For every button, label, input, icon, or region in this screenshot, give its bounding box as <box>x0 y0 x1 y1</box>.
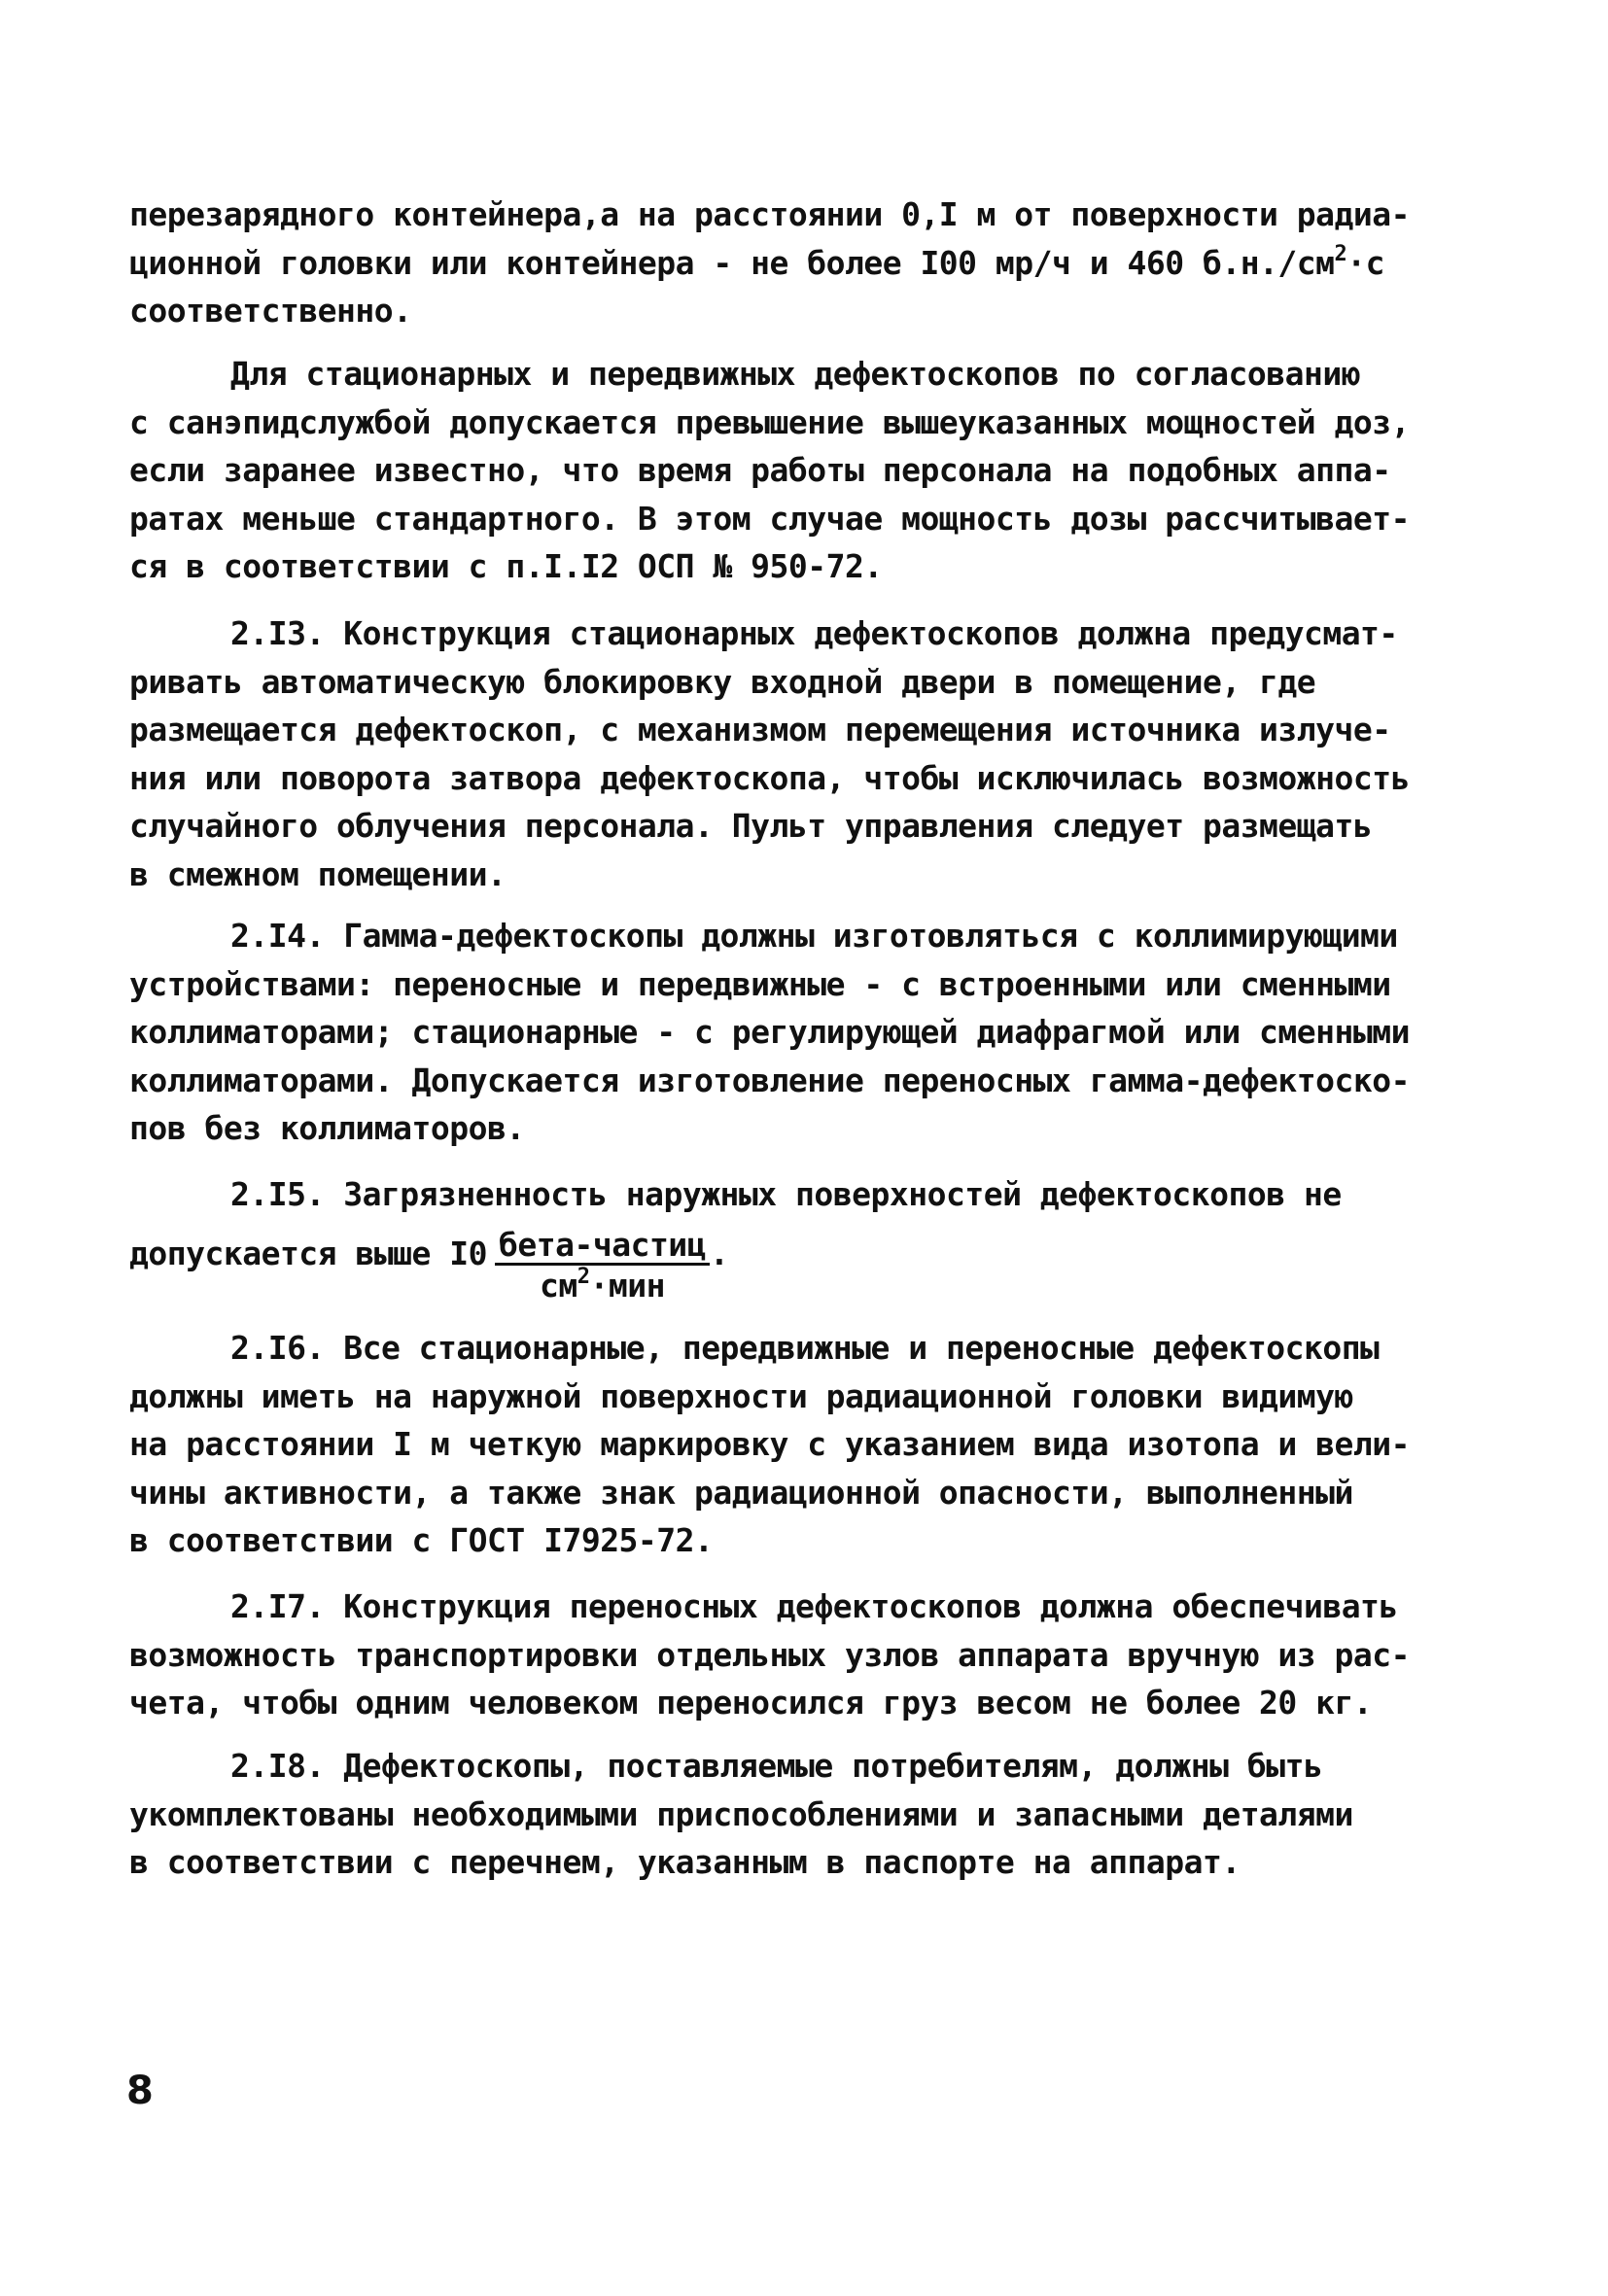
text-line: пов без коллиматоров. <box>129 1109 525 1147</box>
text-line: 2.I6. Все стационарные, передвижные и переносные дефектоскопы <box>230 1329 1380 1367</box>
paragraph-2-17 <box>129 1583 1490 1727</box>
text-line: случайного облучения персонала. Пульт управления следует размещать <box>129 807 1373 845</box>
text-fragment: . <box>710 1234 729 1272</box>
text-line: размещается дефектоскоп, с механизмом перемещения источника излуче- <box>129 711 1391 748</box>
superscript: 2 <box>577 1264 590 1289</box>
text-line: чины активности, а также знак радиационной опасности, выполненный <box>129 1473 1353 1512</box>
text-line: 2.I4. Гамма-дефектоскопы должны изготовляться с коллимирующими <box>230 917 1398 955</box>
superscript: 2 <box>1334 241 1347 266</box>
text-line: ратах меньше стандартного. В этом случае мощность дозы рассчитывает- <box>129 499 1411 538</box>
text-line: если заранее известно, что время работы персонала на подобных аппа- <box>129 451 1391 489</box>
text-line: коллиматорами; стационарные - с регулирующей диафрагмой или сменными <box>129 1013 1411 1051</box>
text-line: перезарядного контейнера,а на расстоянии 0,I м от поверхности радиа- <box>129 195 1411 233</box>
text-line: в смежном помещении. <box>129 854 507 893</box>
text-fragment: ·мин <box>589 1266 666 1305</box>
text-line: укомплектованы необходимыми приспособлениями и запасными деталями <box>129 1794 1353 1833</box>
text-fragment: см <box>540 1266 577 1305</box>
text-line <box>129 239 1490 288</box>
text-line <box>129 1219 1490 1305</box>
text-line: 2.I3. Конструкция стационарных дефектоскопов должна предусмат- <box>230 614 1398 652</box>
text-line: соответственно. <box>129 292 412 330</box>
fraction-numerator: бета-частиц <box>495 1229 710 1266</box>
text-line: на расстоянии I м четкую маркировку с указанием вида изотопа и вели- <box>129 1425 1411 1463</box>
fraction-denominator <box>495 1264 710 1305</box>
text-line: 2.I7. Конструкция переносных дефектоскопов должна обеспечивать <box>230 1587 1398 1625</box>
text-fragment: допускается выше I0 <box>129 1234 487 1272</box>
text-line: с санэпидслужбой допускается превышение вышеуказанных мощностей доз, <box>129 402 1411 441</box>
text-line: 2.I5. Загрязненность наружных поверхностей дефектоскопов не <box>230 1175 1342 1213</box>
text-line: 2.I8. Дефектоскопы, поставляемые потребителям, должны быть <box>230 1747 1323 1785</box>
unit-fraction <box>495 1225 710 1305</box>
paragraph-2-16 <box>129 1324 1490 1565</box>
paragraph-2-18 <box>129 1742 1490 1887</box>
text-line: должны иметь на наружной поверхности радиационной головки видимую <box>129 1376 1353 1415</box>
text-line: в соответствии с ГОСТ I7925-72. <box>129 1521 714 1559</box>
text-line: в соответствии с перечнем, указанным в паспорте на аппарат. <box>129 1843 1241 1881</box>
text-fragment: ционной головки или контейнера - не более I00 мр/ч и 460 б.н./см <box>129 243 1335 282</box>
text-line: Для стационарных и передвижных дефектоскопов по согласованию <box>230 355 1361 393</box>
paragraph-stationary-exception <box>129 350 1490 591</box>
page-number: 8 <box>126 2069 154 2113</box>
text-line: ривать автоматическую блокировку входной двери в помещение, где <box>129 662 1316 701</box>
text-line: коллиматорами. Допускается изготовление переносных гамма-дефектоско- <box>129 1061 1411 1099</box>
paragraph-2-14 <box>129 912 1490 1153</box>
text-line: ся в соответствии с п.I.I2 ОСП № 950-72. <box>129 547 883 585</box>
paragraph-2-13 <box>129 609 1490 898</box>
text-line: ния или поворота затвора дефектоскопа, чтобы исключилась возможность <box>129 758 1411 797</box>
paragraph-2-15 <box>129 1170 1490 1305</box>
text-line: возможность транспортировки отдельных узлов аппарата вручную из рас- <box>129 1635 1411 1674</box>
text-line: устройствами: переносные и передвижные - с встроенными или сменными <box>129 964 1391 1003</box>
paragraph-continuation <box>129 191 1490 335</box>
text-line: чета, чтобы одним человеком переносился груз весом не более 20 кг. <box>129 1684 1373 1722</box>
text-fragment: ·с <box>1346 243 1385 282</box>
